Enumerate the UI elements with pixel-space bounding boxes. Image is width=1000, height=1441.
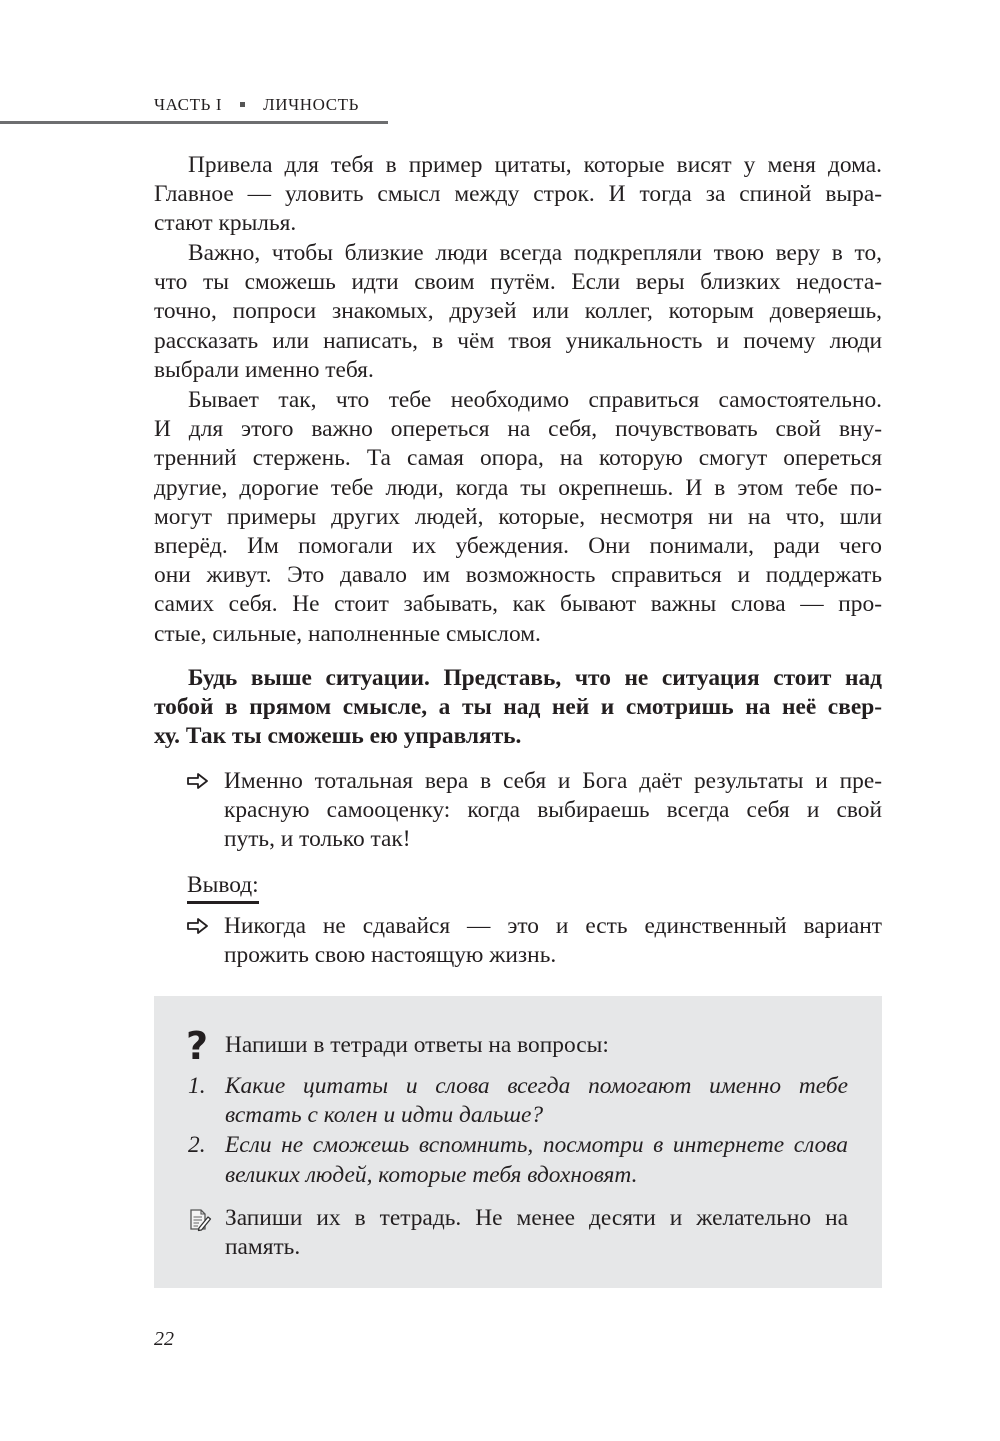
question-item	[188, 1131, 848, 1189]
conclusion-label: Вывод:	[187, 871, 259, 904]
conclusion-list-item	[187, 912, 882, 970]
question-number: 2.	[188, 1132, 206, 1159]
task-box	[154, 996, 882, 1288]
text-line: стают крылья.	[154, 210, 297, 237]
text-line: другие, дорогие тебе люди, когда ты окрепнешь. И в этом тебе по-	[154, 474, 882, 501]
running-head-section: ЛИЧНОСТЬ	[263, 95, 359, 114]
question-number: 1.	[188, 1073, 206, 1099]
question-item	[188, 1072, 848, 1130]
text-line: встать с колен и идти дальше?	[225, 1102, 544, 1129]
header-rule	[0, 121, 388, 124]
text-line: прожить свою настоящую жизнь.	[224, 942, 557, 969]
page-number: 22	[154, 1328, 174, 1350]
question-mark-icon: ?	[186, 1024, 209, 1068]
text-line: Важно, чтобы близкие люди всегда подкрепляли твою веру в то,	[188, 240, 882, 266]
arrow-right-outline-icon	[187, 918, 209, 934]
task-note-text	[225, 1204, 848, 1262]
arrow-right-outline-icon	[187, 773, 209, 789]
text-line: стые, сильные, наполненные смыслом.	[154, 620, 541, 647]
text-line: самих себя. Не стоит забывать, как бывают важны слова — про-	[154, 591, 882, 618]
paragraph-2	[154, 239, 882, 385]
text-line: красную самооценку: когда выбираешь всегда себя и свой	[224, 797, 882, 824]
task-note	[188, 1204, 848, 1262]
text-line: выбрали именно тебя.	[154, 356, 374, 383]
text-line: что ты сможешь идти своим путём. Если веры близких недоста-	[154, 269, 882, 296]
text-line: рассказать или написать, в чём твоя уникальность и почему люди	[154, 327, 882, 354]
running-head	[154, 95, 359, 115]
text-line: Будь выше ситуации. Представь, что не ситуация стоит над	[188, 665, 882, 691]
task-prompt: Напиши в тетради ответы на вопросы:	[225, 1032, 609, 1058]
paragraph-1	[154, 151, 882, 239]
text-line: тренний стержень. Та самая опора, на которую смогут опереться	[154, 445, 882, 472]
question-list	[188, 1072, 848, 1191]
text-line: ху. Так ты сможешь ею управлять.	[154, 723, 522, 750]
conclusion-item-text	[224, 912, 882, 970]
arrow-item-text	[224, 767, 882, 855]
text-line: Запиши их в тетрадь. Не менее десяти и желательно на	[225, 1205, 848, 1231]
text-line: Какие цитаты и слова всегда помогают именно тебе	[225, 1073, 848, 1099]
text-line: тобой в прямом смысле, а ты над ней и смотришь на неё свер-	[154, 694, 882, 721]
text-line: путь, и только так!	[224, 826, 411, 853]
notepad-pencil-icon	[188, 1208, 212, 1232]
text-line: могут примеры других людей, которые, несмотря ни на что, шли	[154, 503, 882, 530]
paragraph-3	[154, 386, 882, 649]
text-line: Если не сможешь вспомнить, посмотри в интернете слова	[225, 1132, 848, 1159]
text-line: Никогда не сдавайся — это и есть единственный вариант	[224, 913, 882, 939]
text-line: И для этого важно опереться на себя, почувствовать свой вну-	[154, 416, 882, 443]
text-line: Именно тотальная вера в себя и Бога даёт результаты и пре-	[224, 768, 882, 794]
text-line: они живут. Это давало им возможность справиться и поддержать	[154, 562, 882, 589]
text-line: точно, попроси знакомых, друзей или коллег, которым доверяешь,	[154, 298, 882, 325]
bold-paragraph	[154, 664, 882, 752]
text-line: Привела для тебя в пример цитаты, которые висят у меня дома.	[188, 152, 882, 178]
text-line: великих людей, которые тебя вдохновят.	[225, 1161, 638, 1188]
text-line: память.	[225, 1234, 301, 1261]
running-head-part: ЧАСТЬ I	[154, 95, 223, 114]
arrow-list-item	[187, 767, 882, 855]
text-line: вперёд. Им помогали их убеждения. Они понимали, ради чего	[154, 533, 882, 560]
text-line: Бывает так, что тебе необходимо справиться самостоятельно.	[188, 387, 882, 413]
separator-square-icon	[240, 102, 245, 107]
text-line: Главное — уловить смысл между строк. И тогда за спиной выра-	[154, 181, 882, 208]
